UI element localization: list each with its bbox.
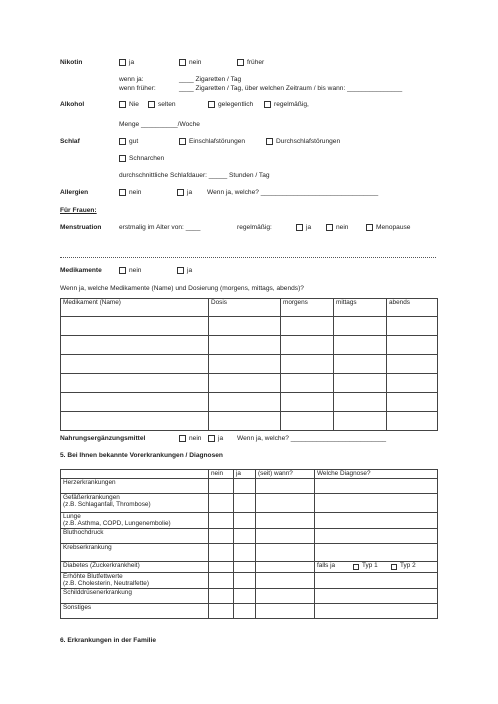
- medication-cell[interactable]: [334, 317, 387, 336]
- menstruation-label: Menstruation: [60, 224, 102, 231]
- medication-cell[interactable]: [61, 374, 209, 393]
- diagnosis-cell[interactable]: [234, 544, 256, 562]
- med-col-name: Medikament (Name): [61, 299, 209, 317]
- alkohol-selten-checkbox[interactable]: [148, 101, 155, 108]
- medication-cell[interactable]: [209, 374, 281, 393]
- alkohol-nie-checkbox[interactable]: [119, 101, 126, 108]
- medication-cell[interactable]: [209, 393, 281, 412]
- diagnosis-cell[interactable]: [209, 573, 234, 589]
- diagnosis-cell[interactable]: [256, 529, 315, 544]
- diagnosis-cell: [315, 562, 438, 573]
- medication-cell[interactable]: [209, 317, 281, 336]
- schlaf-schnarchen-checkbox[interactable]: [119, 155, 126, 162]
- diagnosis-cell[interactable]: [209, 513, 234, 529]
- nikotin-ifyes-label: wenn ja:: [119, 76, 144, 83]
- diagnosis-cell[interactable]: [234, 513, 256, 529]
- diag-col-nein: nein: [209, 470, 234, 479]
- medication-cell[interactable]: [209, 336, 281, 355]
- diagnosis-row: [61, 479, 438, 494]
- medication-table: [60, 298, 438, 431]
- diagnosis-cell[interactable]: [315, 604, 438, 619]
- medication-row: [61, 412, 438, 431]
- medication-cell[interactable]: [61, 355, 209, 374]
- medication-cell[interactable]: [61, 412, 209, 431]
- medication-row: [61, 336, 438, 355]
- med-col-dosis: Dosis: [209, 299, 281, 317]
- diagnosis-cell[interactable]: [234, 494, 256, 513]
- medication-cell[interactable]: [61, 317, 209, 336]
- diagnosis-cell[interactable]: [209, 562, 234, 573]
- diagnosis-cell[interactable]: [315, 529, 438, 544]
- medication-cell[interactable]: [334, 355, 387, 374]
- menstruation-ja-label: ja: [306, 224, 312, 231]
- schlaf-durchschlaf-checkbox[interactable]: [266, 138, 273, 145]
- medication-cell[interactable]: [209, 355, 281, 374]
- diagnosis-row: [61, 562, 438, 573]
- diagnosis-cell[interactable]: [256, 573, 315, 589]
- menstruation-menopause-checkbox[interactable]: [366, 224, 373, 231]
- medication-cell[interactable]: [334, 412, 387, 431]
- medication-cell[interactable]: [209, 412, 281, 431]
- nikotin-frueher-label: früher: [247, 59, 265, 66]
- medikamente-ja-checkbox[interactable]: [177, 267, 184, 274]
- diagnosis-row: [61, 544, 438, 562]
- schlaf-schnarchen-label: Schnarchen: [129, 155, 165, 162]
- typ2-checkbox[interactable]: [391, 564, 397, 570]
- diagnosis-cell[interactable]: [209, 544, 234, 562]
- nahrung-ja-label: ja: [218, 435, 224, 442]
- schlaf-durchschlaf-label: Durchschlafstörungen: [276, 138, 341, 145]
- typ2-label: Typ 2: [400, 562, 416, 569]
- diagnosis-label: Erhöhte Blutfettwerte (z.B. Cholesterin, Neutralfette): [61, 573, 209, 589]
- alkohol-label: Alkohol: [60, 101, 85, 108]
- allergien-ja-label: ja: [187, 189, 193, 196]
- diagnosis-cell[interactable]: [234, 529, 256, 544]
- medikamente-question: Wenn ja, welche Medikamente (Name) und Dosierung (morgens, mittags, abends)?: [60, 285, 304, 292]
- medication-cell[interactable]: [387, 374, 438, 393]
- diagnosis-cell[interactable]: [256, 544, 315, 562]
- diagnoses-table: [60, 469, 438, 619]
- nahrung-ja-checkbox[interactable]: [208, 435, 215, 442]
- allergien-nein-label: nein: [129, 189, 142, 196]
- alkohol-gelegentlich-label: gelegentlich: [218, 101, 254, 108]
- diagnosis-cell[interactable]: [234, 589, 256, 604]
- nikotin-ja-checkbox[interactable]: [119, 59, 126, 66]
- section5-title: 5. Bei Ihnen bekannte Vorerkrankungen / Diagnosen: [60, 452, 223, 459]
- diagnosis-cell[interactable]: [256, 513, 315, 529]
- med-col-morgens: morgens: [281, 299, 334, 317]
- medication-cell[interactable]: [61, 393, 209, 412]
- diagnosis-cell[interactable]: [234, 573, 256, 589]
- diagnosis-row: [61, 604, 438, 619]
- diagnosis-row: [61, 573, 438, 589]
- medication-cell[interactable]: [281, 317, 334, 336]
- diagnosis-cell[interactable]: [256, 479, 315, 494]
- diagnoses-header-row: [61, 470, 438, 479]
- allergien-nein-checkbox[interactable]: [119, 189, 126, 196]
- diagnosis-label: Schilddrüsenerkrankung: [61, 589, 209, 604]
- typ1-label: Typ 1: [362, 562, 378, 569]
- frauen-heading: Für Frauen:: [60, 207, 97, 214]
- medication-cell[interactable]: [281, 412, 334, 431]
- nahrung-nein-checkbox[interactable]: [179, 435, 186, 442]
- nikotin-ifearlier-label: wenn früher:: [119, 85, 156, 92]
- diagnosis-cell[interactable]: [256, 604, 315, 619]
- diagnosis-row: [61, 513, 438, 529]
- alkohol-regelmaessig-checkbox[interactable]: [264, 101, 271, 108]
- nikotin-nein-checkbox[interactable]: [179, 59, 186, 66]
- allergien-ja-checkbox[interactable]: [177, 189, 184, 196]
- medikamente-nein-label: nein: [129, 267, 142, 274]
- diagnosis-cell[interactable]: [256, 562, 315, 573]
- diagnosis-cell[interactable]: [209, 589, 234, 604]
- diagnosis-cell[interactable]: [256, 589, 315, 604]
- medikamente-label: Medikamente: [60, 267, 102, 274]
- medikamente-nein-checkbox[interactable]: [119, 267, 126, 274]
- medication-cell[interactable]: [387, 412, 438, 431]
- medication-row: [61, 393, 438, 412]
- medication-cell[interactable]: [387, 393, 438, 412]
- diagnosis-cell[interactable]: [315, 513, 438, 529]
- medication-cell[interactable]: [281, 374, 334, 393]
- section6-title: 6. Erkrankungen in der Familie: [60, 637, 157, 644]
- diag-col-ja: ja: [234, 470, 256, 479]
- diagnosis-label: Diabetes (Zuckerkrankheit): [61, 562, 209, 573]
- med-col-abends: abends: [387, 299, 438, 317]
- diagnosis-label: Herzerkrankungen: [61, 479, 209, 494]
- diagnosis-cell[interactable]: [315, 544, 438, 562]
- diagnosis-label: Sonstiges: [61, 604, 209, 619]
- menstruation-age-field[interactable]: erstmalig im Alter von: ____: [119, 224, 201, 231]
- medication-cell[interactable]: [334, 374, 387, 393]
- menstruation-ja-checkbox[interactable]: [296, 224, 303, 231]
- diagnosis-label: Bluthochdruck: [61, 529, 209, 544]
- diagnosis-cell[interactable]: [234, 562, 256, 573]
- diagnosis-cell[interactable]: [209, 604, 234, 619]
- medication-header-row: [61, 299, 438, 317]
- medication-row: [61, 374, 438, 393]
- menstruation-nein-checkbox[interactable]: [326, 224, 333, 231]
- nikotin-ifearlier-field[interactable]: ____ Zigaretten / Tag, über welchen Zeitraum / bis wann: _______________: [179, 85, 403, 92]
- diagnosis-cell[interactable]: [209, 529, 234, 544]
- diagnosis-row: [61, 494, 438, 513]
- allergien-which-field[interactable]: Wenn ja, welche? ________________________________: [207, 189, 379, 196]
- diagnosis-cell[interactable]: [315, 589, 438, 604]
- schlaf-gut-checkbox[interactable]: [119, 138, 126, 145]
- nahrung-nein-label: nein: [189, 435, 202, 442]
- medication-cell[interactable]: [334, 393, 387, 412]
- typ1-checkbox[interactable]: [353, 564, 359, 570]
- medication-cell[interactable]: [61, 336, 209, 355]
- nikotin-ifyes-field[interactable]: ____ Zigaretten / Tag: [179, 76, 242, 83]
- nikotin-frueher-checkbox[interactable]: [237, 59, 244, 66]
- diagnosis-label: Krebserkrankung: [61, 544, 209, 562]
- alkohol-regelmaessig-label: regelmäßig,: [274, 101, 309, 108]
- nahrung-which-field[interactable]: Wenn ja, welche? __________________________: [237, 435, 387, 442]
- allergien-label: Allergien: [60, 189, 89, 196]
- menstruation-menopause-label: Menopause: [376, 224, 411, 231]
- schlaf-label: Schlaf: [60, 138, 80, 145]
- diagnosis-row: [61, 529, 438, 544]
- separator-line: [60, 257, 436, 258]
- medication-cell[interactable]: [281, 355, 334, 374]
- diagnosis-cell[interactable]: [315, 494, 438, 513]
- diag-col-diagnose: Welche Diagnose?: [315, 470, 438, 479]
- menstruation-regular-label: regelmäßig:: [237, 224, 272, 231]
- medication-cell[interactable]: [334, 336, 387, 355]
- schlaf-duration-field[interactable]: durchschnittliche Schlafdauer: _____ Stunden / Tag: [119, 172, 270, 179]
- medication-cell[interactable]: [281, 393, 334, 412]
- schlaf-einschlaf-checkbox[interactable]: [179, 138, 186, 145]
- diagnosis-label: Gefäßerkrankungen (z.B. Schlaganfall, Thrombose): [61, 494, 209, 513]
- diag-col-wann: (seit) wann?: [256, 470, 315, 479]
- medication-cell[interactable]: [387, 355, 438, 374]
- diag-col-blank: [61, 470, 209, 479]
- diagnosis-cell[interactable]: [234, 604, 256, 619]
- diagnosis-cell[interactable]: [209, 479, 234, 494]
- diagnosis-cell[interactable]: [315, 573, 438, 589]
- diagnosis-cell[interactable]: [234, 479, 256, 494]
- med-col-mittags: mittags: [334, 299, 387, 317]
- medication-cell[interactable]: [387, 336, 438, 355]
- diagnosis-row: [61, 589, 438, 604]
- diagnosis-cell[interactable]: [256, 494, 315, 513]
- diagnosis-label: Lunge (z.B. Asthma, COPD, Lungenembolie): [61, 513, 209, 529]
- medication-cell[interactable]: [281, 336, 334, 355]
- alkohol-menge-field[interactable]: Menge __________/Woche: [119, 121, 200, 128]
- menstruation-nein-label: nein: [336, 224, 349, 231]
- schlaf-gut-label: gut: [129, 138, 139, 145]
- schlaf-einschlaf-label: Einschlafstörungen: [189, 138, 246, 145]
- diagnosis-cell[interactable]: [209, 494, 234, 513]
- medication-row: [61, 355, 438, 374]
- nikotin-ja-label: ja: [129, 59, 135, 66]
- alkohol-nie-label: Nie: [129, 101, 139, 108]
- medikamente-ja-label: ja: [187, 267, 193, 274]
- nikotin-label: Nikotin: [60, 59, 83, 66]
- medication-cell[interactable]: [387, 317, 438, 336]
- diagnosis-cell[interactable]: [315, 479, 438, 494]
- alkohol-selten-label: selten: [158, 101, 176, 108]
- alkohol-gelegentlich-checkbox[interactable]: [208, 101, 215, 108]
- nahrung-label: Nahrungsergänzungsmittel: [60, 435, 146, 442]
- falls-ja-label: falls ja: [317, 562, 336, 569]
- nikotin-nein-label: nein: [189, 59, 202, 66]
- medication-row: [61, 317, 438, 336]
